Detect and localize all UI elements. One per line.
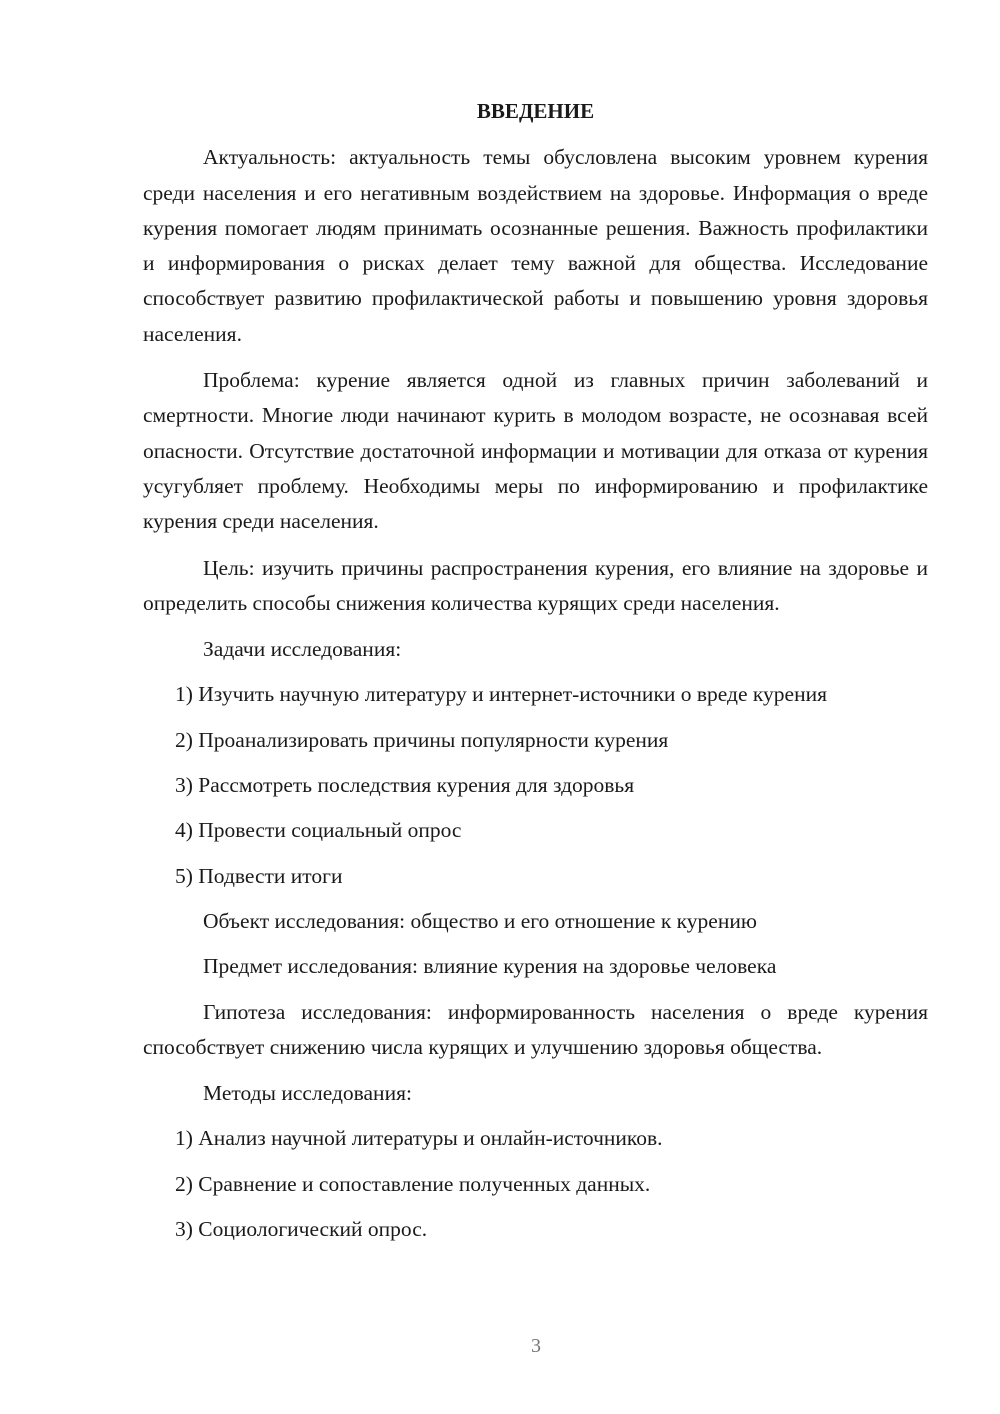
hypothesis-paragraph: Гипотеза исследования: информированность населения о вреде курения способствует снижению числа курящих и улучшению здоровья общества. (143, 999, 928, 1059)
relevance-paragraph: Актуальность: актуальность темы обусловлена высоким уровнем курения среди населения и его негативным воздействием на здоровье. Информация о вреде курения помогает людям принимать осознанные решения. Важность профилактики и информирования о рисках делает тему важной для общества. Исследование способствует развитию профилактической работы и повышению уровня здоровья населения. (143, 145, 928, 346)
list-item: 2) Сравнение и сопоставление полученных данных. (175, 1171, 651, 1196)
list-item: 1) Анализ научной литературы и онлайн-источников. (175, 1126, 663, 1151)
list-item: 4) Провести социальный опрос (175, 818, 462, 843)
tasks-list (143, 677, 928, 893)
problem-paragraph: Проблема: курение является одной из главных причин заболеваний и смертности. Многие люди начинают курить в молодом возрасте, не осознавая всей опасности. Отсутствие достаточной информации и мотивации для отказа от курения усугубляет проблему. Необходимы меры по информированию и профилактике курения среди населения. (143, 368, 928, 534)
methods-heading: Методы исследования: (203, 1081, 412, 1106)
list-item: 5) Подвести итоги (175, 863, 343, 888)
methods-list (143, 1121, 928, 1247)
page-number: 3 (531, 1335, 541, 1357)
page-title: ВВЕДЕНИЕ (476, 99, 595, 123)
object-paragraph: Объект исследования: общество и его отношение к курению (203, 908, 757, 933)
list-item: 1) Изучить научную литературу и интернет-источники о вреде курения (175, 682, 827, 707)
list-item: 3) Рассмотреть последствия курения для здоровья (175, 773, 635, 798)
list-item: 3) Социологический опрос. (175, 1217, 428, 1242)
tasks-heading: Задачи исследования: (203, 637, 402, 662)
subject-paragraph: Предмет исследования: влияние курения на здоровье человека (203, 954, 777, 979)
page-content (143, 94, 928, 1257)
goal-paragraph: Цель: изучить причины распространения курения, его влияние на здоровье и определить способы снижения количества курящих среди населения. (143, 555, 928, 615)
list-item: 2) Проанализировать причины популярности курения (175, 727, 669, 752)
